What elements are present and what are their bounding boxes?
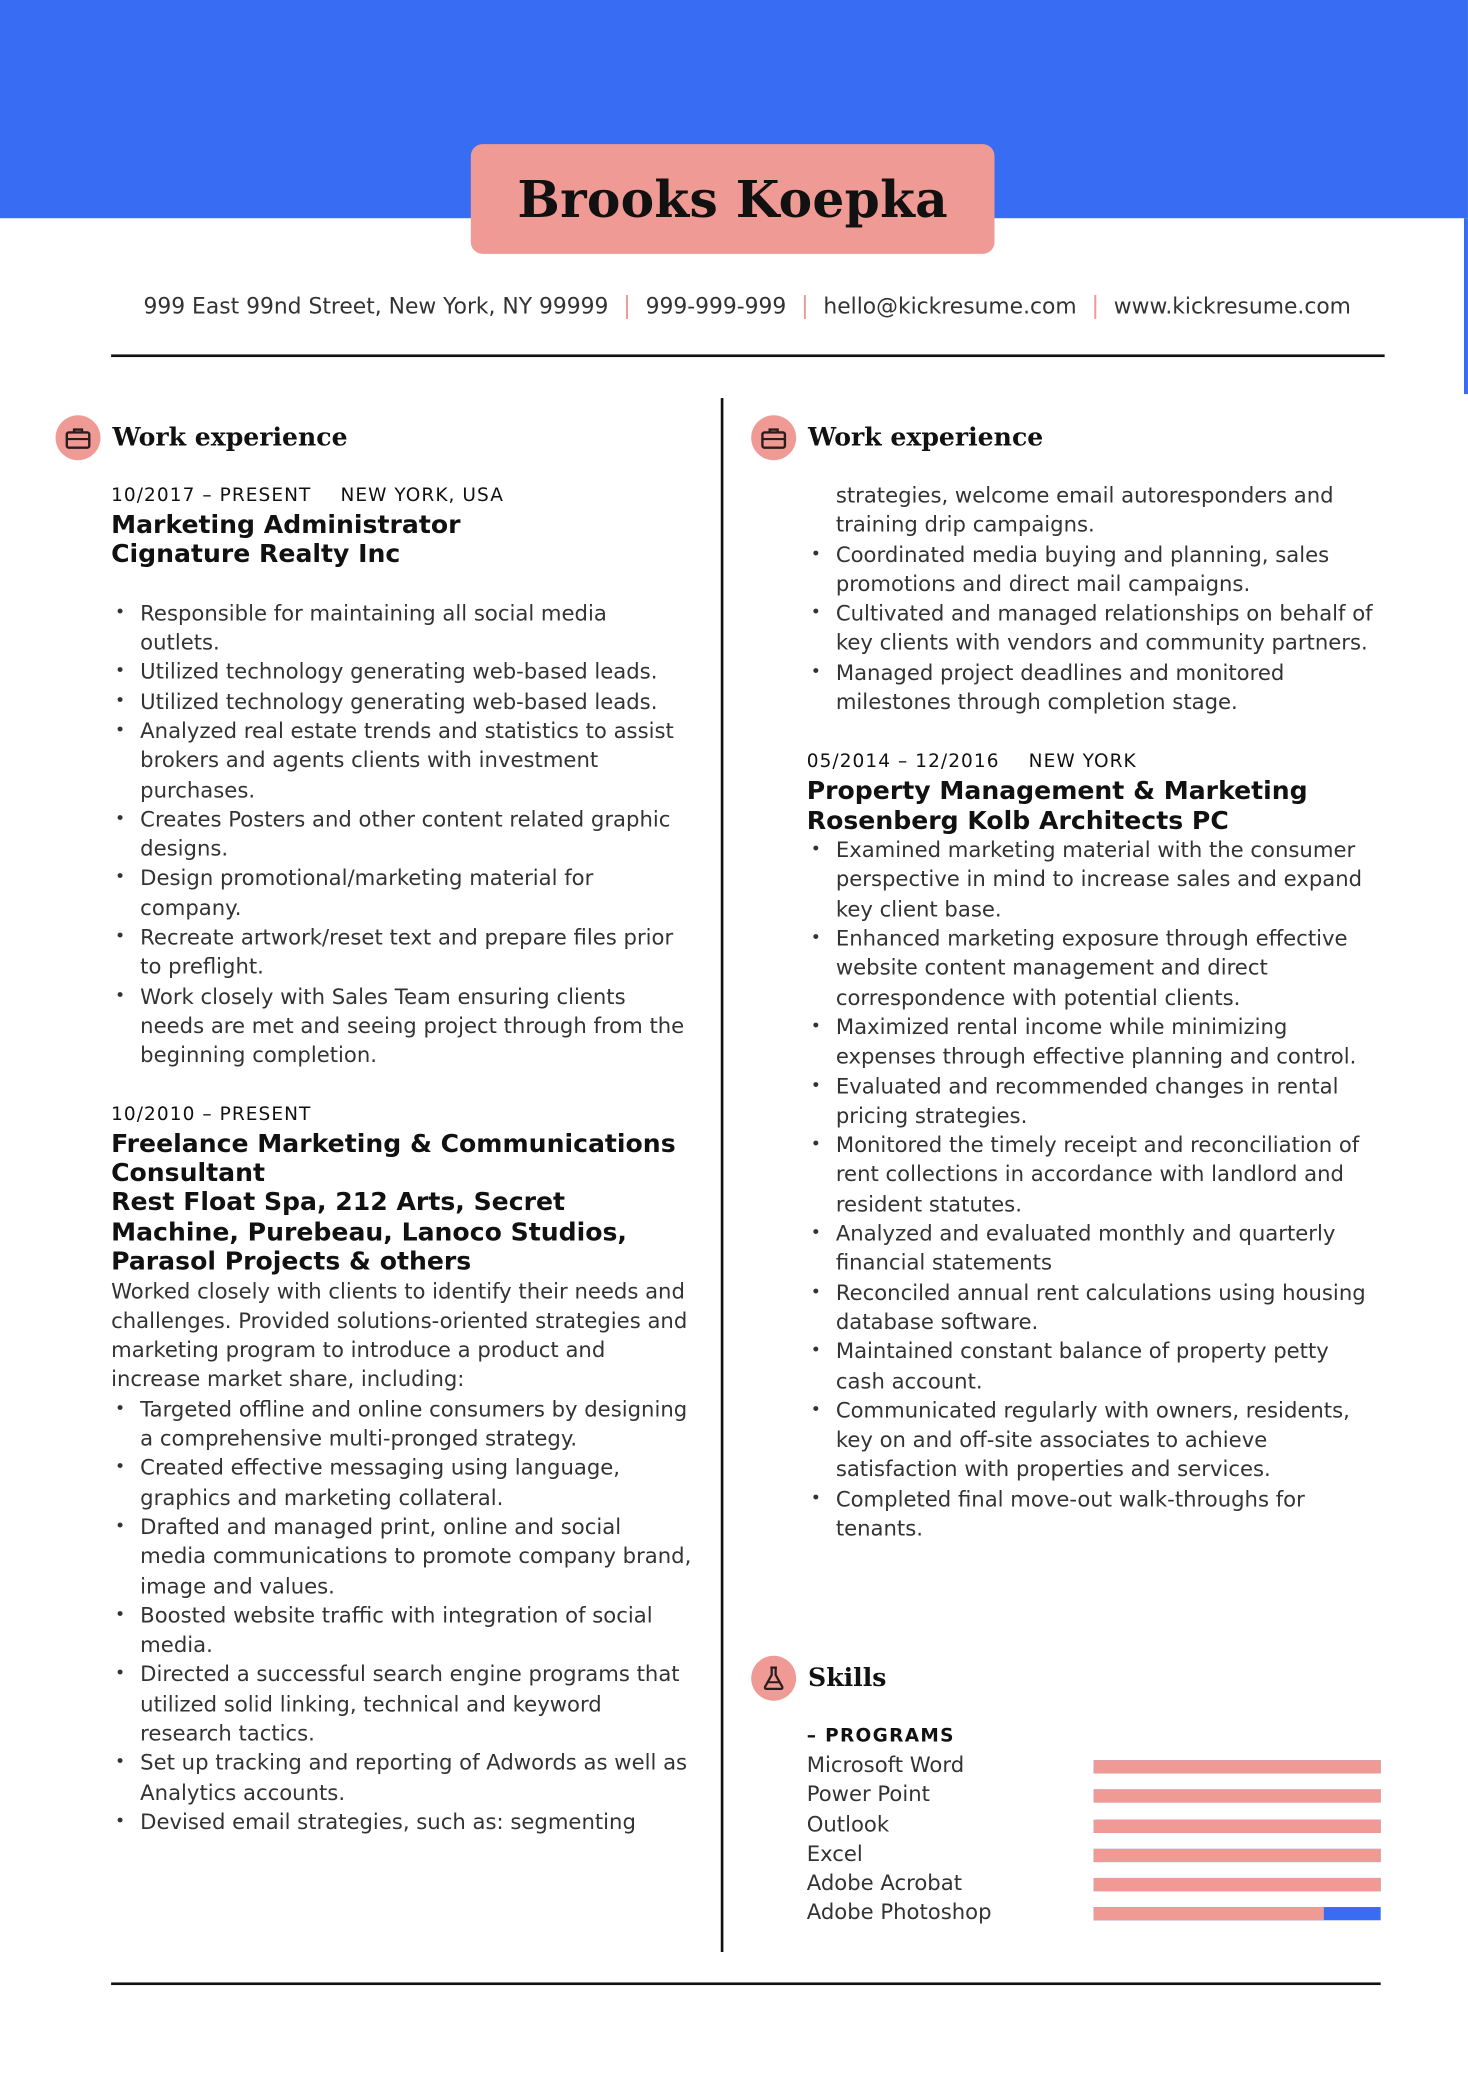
skill-row xyxy=(807,1839,1384,1868)
contact-separator: | xyxy=(623,291,632,320)
list-item: • Directed a successful search engine programs that utilized solid linking, technical and keyword research tactics. xyxy=(111,1660,693,1748)
skill-level-bar xyxy=(1094,1760,1381,1773)
list-item: • Coordinated media buying and planning, sales promotions and direct mail campaigns. xyxy=(807,540,1384,599)
skill-level-fill xyxy=(1094,1878,1381,1891)
skill-row xyxy=(807,1869,1384,1898)
list-item: • Maximized rental income while minimizing expenses through effective planning and control. xyxy=(807,1013,1384,1072)
skill-name: Microsoft Word xyxy=(806,1752,965,1778)
list-item: • Communicated regularly with owners, residents, key on and off-site associates to achieve satisfaction with properties and services. xyxy=(807,1396,1384,1484)
job-dates: 05/2014 – 12/2016 xyxy=(806,751,1000,773)
list-item: • Evaluated and recommended changes in rental pricing strategies. xyxy=(807,1072,1384,1131)
section-title: Skills xyxy=(808,1663,887,1693)
skill-list xyxy=(807,1751,1384,1928)
name-banner xyxy=(471,144,995,254)
skill-level-fill xyxy=(1094,1760,1381,1773)
skill-row xyxy=(807,1898,1384,1927)
contact-line xyxy=(111,287,1383,324)
skill-level-fill xyxy=(1094,1819,1381,1832)
job-meta xyxy=(111,1100,693,1129)
contact-separator: | xyxy=(1091,291,1100,320)
job-bullet-list xyxy=(807,836,1384,1544)
skill-level-bar xyxy=(1094,1790,1381,1803)
section-heading-skills xyxy=(751,1654,886,1702)
list-item: • Drafted and managed print, online and social media communications to promote company brand, image and values. xyxy=(111,1513,693,1601)
skill-category: – PROGRAMS xyxy=(806,1725,955,1748)
skill-name: Power Point xyxy=(806,1781,930,1807)
section-title: Work experience xyxy=(112,423,348,453)
list-item: • Targeted offline and online consumers by designing a comprehensive multi-pronged strategy. xyxy=(111,1395,693,1454)
list-item: • Utilized technology generating web-based leads. xyxy=(111,687,693,716)
list-item: • Cultivated and managed relationships on behalf of key clients with vendors and community partners. xyxy=(807,599,1384,658)
list-item: • Examined marketing material with the consumer perspective in mind to increase sales and expand key client base. xyxy=(807,836,1384,924)
list-item: • Utilized technology generating web-based leads. xyxy=(111,658,693,687)
job-bullet-list xyxy=(111,599,693,1071)
job-company: Rosenberg Kolb Architects PC xyxy=(806,806,1229,836)
job-dates: 10/2017 – PRESENT xyxy=(111,485,312,507)
job-bullet-list xyxy=(807,540,1384,717)
list-item: • Responsible for maintaining all social media outlets. xyxy=(111,599,693,658)
column-divider xyxy=(721,398,724,1952)
job-bullet-list xyxy=(111,1395,693,1837)
list-item: • Analyzed real estate trends and statistics to assist brokers and agents clients with investment purchases. xyxy=(111,717,693,805)
skill-name: Excel xyxy=(806,1840,863,1866)
job-meta xyxy=(111,481,693,510)
header-edge-accent xyxy=(1464,218,1468,394)
list-item: • Created effective messaging using language, graphics and marketing collateral. xyxy=(111,1454,693,1513)
job-title: Freelance Marketing & Communications Consultant xyxy=(111,1128,676,1188)
job-dates: 10/2010 – PRESENT xyxy=(111,1103,312,1125)
contact-separator: | xyxy=(800,291,809,320)
list-item: • Enhanced marketing exposure through effective website content management and direct correspondence with potential clients. xyxy=(807,925,1384,1013)
list-item: • Analyzed and evaluated monthly and quarterly financial statements xyxy=(807,1219,1384,1278)
skill-row xyxy=(807,1751,1384,1780)
job-company: Rest Float Spa, 212 Arts, Secret Machine, Purebeau, Lanoco Studios, Parasol Projects & others xyxy=(111,1188,627,1277)
section-heading-work-right xyxy=(751,414,1043,462)
skill-level-fill xyxy=(1094,1790,1381,1803)
job-title: Property Management & Marketing xyxy=(806,776,1308,806)
job-meta xyxy=(807,748,1384,777)
left-column xyxy=(111,481,693,1837)
job-location: NEW YORK, USA xyxy=(340,485,504,507)
list-item: • Boosted website traffic with integration of social media. xyxy=(111,1601,693,1660)
footer-divider xyxy=(111,1982,1381,1985)
continued-bullet-text: strategies, welcome email autoresponders and training drip campaigns. xyxy=(835,482,1334,538)
skill-level-bar xyxy=(1094,1908,1381,1921)
contact-email[interactable]: hello@kickresume.com xyxy=(823,292,1077,319)
list-item: • Managed project deadlines and monitored milestones through completion stage. xyxy=(807,658,1384,717)
contact-phone: 999-999-999 xyxy=(645,292,787,319)
skill-level-bar xyxy=(1094,1849,1381,1862)
skill-level-fill xyxy=(1094,1908,1324,1921)
skill-name: Adobe Photoshop xyxy=(806,1899,992,1925)
skill-row xyxy=(807,1780,1384,1809)
briefcase-icon xyxy=(56,415,101,460)
skill-level-bar xyxy=(1094,1878,1381,1891)
section-title: Work experience xyxy=(808,423,1044,453)
job-description: Worked closely with clients to identify their needs and challenges. Provided solutions-oriented strategies and marketing program to introduce a product and increase market share, including: xyxy=(111,1278,688,1392)
job-location: NEW YORK xyxy=(1028,751,1137,773)
section-heading-work-left xyxy=(56,414,348,462)
list-item: • Design promotional/marketing material for company. xyxy=(111,864,693,923)
list-item: • Maintained constant balance of property petty cash account. xyxy=(807,1337,1384,1396)
job-company: Cignature Realty Inc xyxy=(111,540,401,570)
skill-name: Outlook xyxy=(806,1811,890,1837)
list-item: • Set up tracking and reporting of Adwords as well as Analytics accounts. xyxy=(111,1749,693,1808)
candidate-name: Brooks Koepka xyxy=(517,169,948,229)
skills-block xyxy=(807,1722,1384,1928)
job-title: Marketing Administrator xyxy=(111,510,461,540)
list-item: • Work closely with Sales Team ensuring clients needs are met and seeing project through from the beginning completion. xyxy=(111,982,693,1070)
list-item: • Creates Posters and other content related graphic designs. xyxy=(111,805,693,864)
skill-level-fill xyxy=(1094,1849,1381,1862)
flask-icon xyxy=(751,1656,796,1701)
header-divider xyxy=(111,354,1385,357)
contact-address: 999 East 99nd Street, New York, NY 99999 xyxy=(143,292,609,319)
right-column xyxy=(807,481,1384,1543)
list-item: • Monitored the timely receipt and reconciliation of rent collections in accordance with landlord and resident statutes. xyxy=(807,1131,1384,1219)
briefcase-icon xyxy=(751,415,796,460)
list-item: • Recreate artwork/reset text and prepare files prior to preflight. xyxy=(111,923,693,982)
skill-level-bar xyxy=(1094,1819,1381,1832)
list-item: • Completed final move-out walk-throughs for tenants. xyxy=(807,1485,1384,1544)
skill-name: Adobe Acrobat xyxy=(806,1870,962,1896)
skill-row xyxy=(807,1810,1384,1839)
list-item: • Reconciled annual rent calculations using housing database software. xyxy=(807,1278,1384,1337)
list-item: • Devised email strategies, such as: segmenting xyxy=(111,1808,693,1837)
contact-website[interactable]: www.kickresume.com xyxy=(1113,292,1351,319)
